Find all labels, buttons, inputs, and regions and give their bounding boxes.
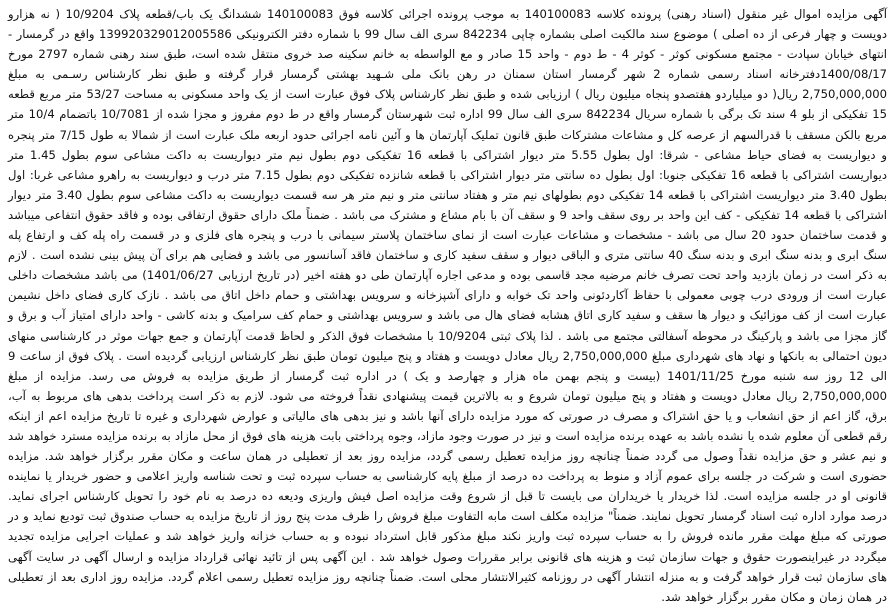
auction-notice-text: آگهی مزایده اموال غیر منقول (اسناد رهنی) پرونده کلاسه 140100083 به موجب پرونده اجرائی کلاسه فوق 140100083 ششدانگ یک باب/قطعه پلاک 10/9204 ( نه هزارو دویست و چهار فرعی از ده اصلی ) موضوع سند مالکیت اصلی بشماره چاپی 842234 سری الف سال 99 با شماره دفتر الکترونیکی 139920329012005586 واقع در گرمسار - انتهای خیابان سپادت - مجتمع مسکونی کوثر - کوثر 4 - ط دوم - واحد 15 صادر و مع الواسطه به خانم سکینه صد خروی منتقل شده است، طبق سند رهنی شماره 2797 مورخ 1400/08/17دفترخانه اسناد رسمی شماره 2 شهر گرمسار استان سمنان در رهن بانک ملی شـهید بهشتی گرمسار قرار گرفته و طبق نظر کارشناس رسـمی به مبلغ 2,750,000,000 ریال( دو میلیاردو هفتصدو پنجاه میلیون ریال ) ارزیابی شده و طبق نظر کارشناس پلاک فوق عبارت است از یک واحد مسکونی به مساحت 53/27 متر مربع قطعه 15 تفکیکی از بلو 4 سند تک برگی با شماره سریال 842234 سری الف سال 99 اداره ثبت شهرستان گرمسار واقع در ط دوم مفروز و مجزا شده از 10/7081 باتضمام 10/4 متر مربع بالکن مسقف با قدرالسهم از عرصه کل و مشاعات مشترکات طبق قانون تملیک آپارتمان ها و آئین نامه اجرائی حدود اربعه ملک عبارت است از شمالا به طول 7/15 متر پنجره و دیواریست به فضای حیاط مشاعی - شرقا: اول بطول 5.55 متر دیوار اشتراکی با قطعه 16 تفکیکی دوم بطول نیم متر دیواریست به داکت مشاعی سوم بطول 1.45 متر دیواریست اشتراکی با قطعه 16 تفکیکی جنوبا: اول بطول ده سانتی متر دیوار اشتراکی با قطعه شانزده تفکیکی دوم بطول 7.15 متر درب و دیواریست به راهرو مشاعی غربا: اول بطول 3.40 متر دیواریست اشتراکی با قطعه 14 تفکیکی دوم بطولهای نیم متر و هفتاد سانتی متر و نیم متر هر سه قسمت دیواریست به داکت مشاعی سوم بطول 3.40 متر دیوار اشتراکی با قطعه 14 تفکیکی - کف این واحد بر روی سقف واحد 9 و سقف آن با بام مشاع و مشترک می باشد . ضمناً ملک دارای حقوق ارتفاقی بوده و فاقد حقوق انتفاعی میباشد و قدمت ساختمان حدود 20 سال می باشد - مشخصات و مشاعات عبارت است از نمای ساختمان پلاستر سیمانی با درب و پنجره های فلزی و در قسمت راه پله کف و ارتفاع پله سنگ ابری و بدنه سنگ ابری و بدنه سنگ 40 سانتی متری و الباقی دیوار و سقف سفید کاری و ساختمان فاقد آسانسور می باشد و فضایی هم برای آن پیش بینی نشده است . لازم به ذکر است در زمان بازدید واحد تحت تصرف خانم مرضیه مجد قاسمی بوده و مدعی اجاره آپارتمان طی دو هفته اخیر (در تاریخ ارزیابی 1401/06/27) می باشد مشخصات داخلی عبارت است از ورودی درب چوبی معمولی با حفاظ آکاردئونی واحد تک خوابه و دارای آشپزخانه و سرویس بهداشتی و حمام داخل اتاق می باشد . نازک کاری فضای داخل نشیمن عبارت است از کف موزائیک و دیوار ها سقف و سفید کاری اتاق هشابه فضای هال می باشد و سرویس بهداشتی و حمام کف سرامیک و بدنه کاشی - واحد دارای امتیاز آب و برق و گاز مجزا می باشد و پارکینگ در محوطه آسفالتی مجتمع می باشد . لذا پلاک ثبتی 10/9204 با مشخصات فوق الذکر و لحاظ قدمت آپارتمان و جمع جهات موثر در کارشناسی منهای دیون احتمالی به بانکها و نهاد های شهرداری مبلغ 2,750,000,000 ریال معادل دویست و هفتاد و پنج میلیون تومان طبق نظر کارشناس ارزیابی گردیده است . پلاک فوق از ساعت 9 الی 12 روز سه شنبه مورخ 1401/11/25 (بیست و پنجم بهمن ماه هزار و چهارصد و یک ) در اداره ثبت گرمسار از طریق مزایده به فروش می رسد. مزایده از مبلغ 2,750,000,000 ریال معادل دویست و هفتاد و پنج میلیون تومان شروع و به بالاترین قیمت پیشنهادی نقداً فروخته می شود. لازم به ذکر است پرداخت بدهی های مربوط به آب، برق، گاز اعم از حق انشعاب و یا حق اشتراک و مصرف در صورتی که مورد مزایده دارای آنها باشد و نیز بدهی های مالیاتی و عوارض شهرداری و غیره تا تاریخ مزایده اعم از اینکه رقم قطعی آن معلوم شده یا نشده باشد به عهده برنده مزایده است و نیز در صورت وجود مازاد، وجوه پرداختی بابت هزینه های فوق از محل مازاد به برنده مزایده مسترد خواهد شد و نیم عشر و حق مزایده نقداً وصول می گردد ضمناً چنانچه روز مزایده تعطیل رسمی گردد، مزایده روز بعد از تعطیلی در همان ساعت و مکان مقرر برگزار خواهد شد. مزایده حضوری است و شرکت در جلسه برای عموم آزاد و منوط به پرداخت ده درصد از مبلغ پایه کارشناسی به حساب سپرده ثبت و تحت شناسه واریز اعلامی و حضور خریدار یا نماینده قانونی او در جلسه مزایده است. لذا خریدار یا خریداران می بایست تا قبل از شروع وقت مزایده اصل فیش واریزی ودیعه ده درصد به نام خود را تحویل کارشناس اجرای نماید. درصد موارد اداره ثبت اسناد گرمسار تحویل نمایند. ضمناً" مزایده مکلف است مابه التفاوت مبلغ فروش را ظرف مدت پنج روز از تاریخ مزایده به حساب صندوق ثبت تودیع نماید و در صورتی که مبلغ مهلت مقرر مانده فروش را به حساب سپرده ثبت واریز نکند مبلغ مذکور قابل استرداد نبوده و به حساب خزانه واریز خواهد شد و عملیات اجرایی مزایده تجدید میگردد در غیراینصورت حقوق و جهات سازمان ثبت و هزینه های قانونی برابر مقررات وصول خواهد شد . این آگهی پس از تائید نهائی قرارداد مزایده و ارسال آگهی در سایت آگهی های سازمان ثبت قرار خواهد گرفت و به منزله انتشار آگهی در روزنامه کثیرالانتشار محلی است. ضمناً چنانچه روز مزایده تعطیل رسمی اعلام گردد. مزایده روز اداری بعد از تعطیلی در همان زمان و مکان مقرر برگزار خواهد شد. <box>8 7 888 604</box>
